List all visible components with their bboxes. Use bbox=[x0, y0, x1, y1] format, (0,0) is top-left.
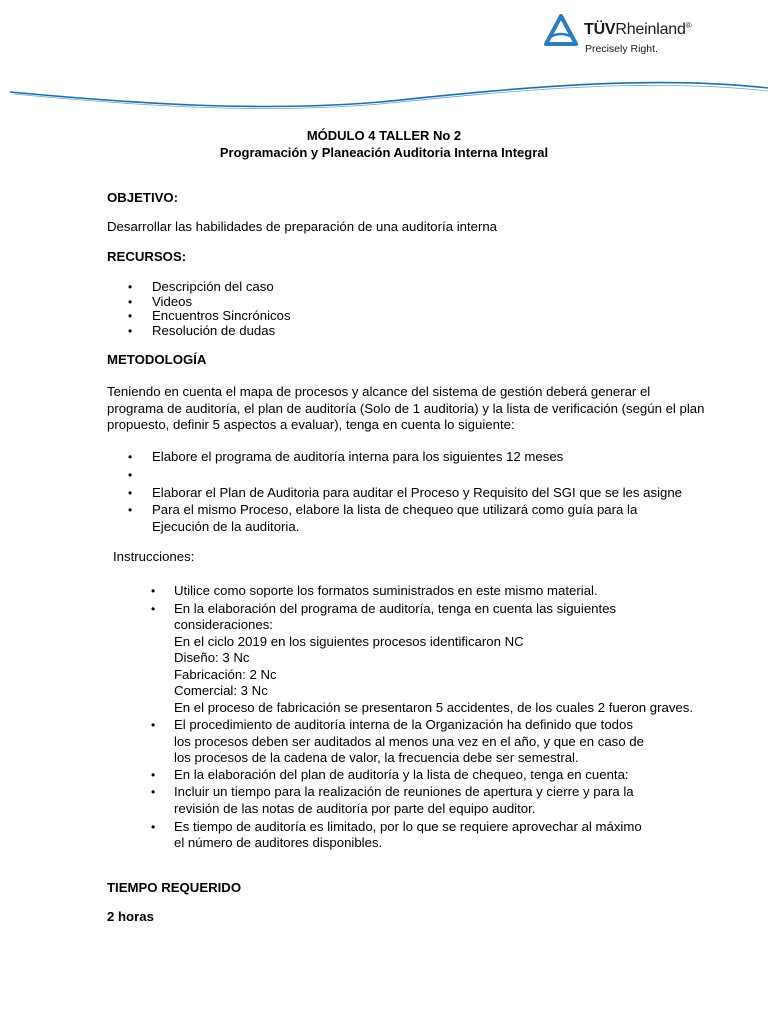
bullet-icon: • bbox=[128, 468, 133, 482]
list-item: Encuentros Sincrónicos bbox=[152, 308, 291, 323]
instruction-line: En la elaboración del plan de auditoría y la lista de chequeo, tenga en cuenta: bbox=[174, 767, 629, 782]
instruction-line: En el ciclo 2019 en los siguientes procesos identificaron NC bbox=[174, 634, 524, 649]
bullet-icon: • bbox=[128, 309, 133, 323]
metodologia-paragraph-line: Teniendo en cuenta el mapa de procesos y alcance del sistema de gestión deberá generar el bbox=[107, 384, 651, 399]
instruction-line: Utilice como soporte los formatos suministrados en este mismo material. bbox=[174, 583, 598, 598]
tuv-rheinland-logo bbox=[544, 14, 712, 58]
bullet-icon: • bbox=[151, 602, 156, 616]
list-item: Elabore el programa de auditoría interna para los siguientes 12 meses bbox=[152, 449, 564, 464]
instruction-line: los procesos deben ser auditados al menos una vez en el año, y que en caso de bbox=[174, 734, 644, 749]
instrucciones-label: Instrucciones: bbox=[113, 549, 195, 564]
list-item: Videos bbox=[152, 294, 193, 309]
recursos-heading: RECURSOS: bbox=[107, 249, 187, 264]
bullet-icon: • bbox=[128, 324, 133, 338]
list-item: Resolución de dudas bbox=[152, 323, 276, 338]
instruction-line: Es tiempo de auditoría es limitado, por lo que se requiere aprovechar al máximo bbox=[174, 819, 642, 834]
instruction-line: el número de auditores disponibles. bbox=[174, 835, 383, 850]
bullet-icon: • bbox=[128, 450, 133, 464]
objetivo-text: Desarrollar las habilidades de preparación de una auditoría interna bbox=[107, 219, 498, 234]
metodologia-paragraph-line: programa de auditoría, el plan de auditoría (Solo de 1 auditoria) y la lista de verificación (según el plan bbox=[107, 401, 705, 416]
header-wave bbox=[0, 68, 768, 118]
bullet-icon: • bbox=[128, 503, 133, 517]
list-item-continuation: Ejecución de la auditoria. bbox=[152, 519, 300, 534]
list-item: Para el mismo Proceso, elabore la lista de chequeo que utilizará como guía para la bbox=[152, 502, 638, 517]
bullet-icon: • bbox=[151, 768, 156, 782]
metodologia-heading: METODOLOGÍA bbox=[107, 352, 207, 367]
bullet-icon: • bbox=[151, 820, 156, 834]
instruction-line: Comercial: 3 Nc bbox=[174, 683, 268, 698]
bullet-icon: • bbox=[151, 785, 156, 799]
tiempo-heading: TIEMPO REQUERIDO bbox=[107, 880, 242, 895]
bullet-icon: • bbox=[128, 295, 133, 309]
instruction-line: Diseño: 3 Nc bbox=[174, 650, 250, 665]
bullet-icon: • bbox=[151, 584, 156, 598]
instruction-line: El procedimiento de auditoría interna de la Organización ha definido que todos bbox=[174, 717, 633, 732]
logo-brand: TÜVRheinland® bbox=[584, 21, 692, 38]
list-item: Descripción del caso bbox=[152, 279, 274, 294]
instruction-line: En el proceso de fabricación se presentaron 5 accidentes, de los cuales 2 fueron graves. bbox=[174, 700, 694, 715]
module-title: MÓDULO 4 TALLER No 2 bbox=[306, 128, 462, 143]
instruction-line: revisión de las notas de auditoría por parte del equipo auditor. bbox=[174, 801, 536, 816]
instruction-line: Incluir un tiempo para la realización de reuniones de apertura y cierre y para la bbox=[174, 784, 634, 799]
instruction-line: consideraciones: bbox=[174, 617, 273, 632]
instruction-line: los procesos de la cadena de valor, la frecuencia debe ser semestral. bbox=[174, 750, 579, 765]
list-item: Elaborar el Plan de Auditoria para auditar el Proceso y Requisito del SGI que se les asigne bbox=[152, 485, 683, 500]
instruction-line: En la elaboración del programa de auditoría, tenga en cuenta las siguientes bbox=[174, 601, 617, 616]
metodologia-paragraph-line: propuesto, definir 5 aspectos a evaluar), tenga en cuenta lo siguiente: bbox=[107, 417, 515, 432]
bullet-icon: • bbox=[128, 486, 133, 500]
instruction-line: Fabricación: 2 Nc bbox=[174, 667, 277, 682]
module-subtitle: Programación y Planeación Auditoria Interna Integral bbox=[219, 145, 549, 160]
bullet-icon: • bbox=[151, 718, 156, 732]
bullet-icon: • bbox=[128, 280, 133, 294]
objetivo-heading: OBJETIVO: bbox=[107, 190, 179, 205]
tuv-triangle-icon bbox=[544, 14, 578, 48]
tiempo-value: 2 horas bbox=[107, 909, 154, 924]
logo-tagline: Precisely Right. bbox=[585, 43, 658, 55]
